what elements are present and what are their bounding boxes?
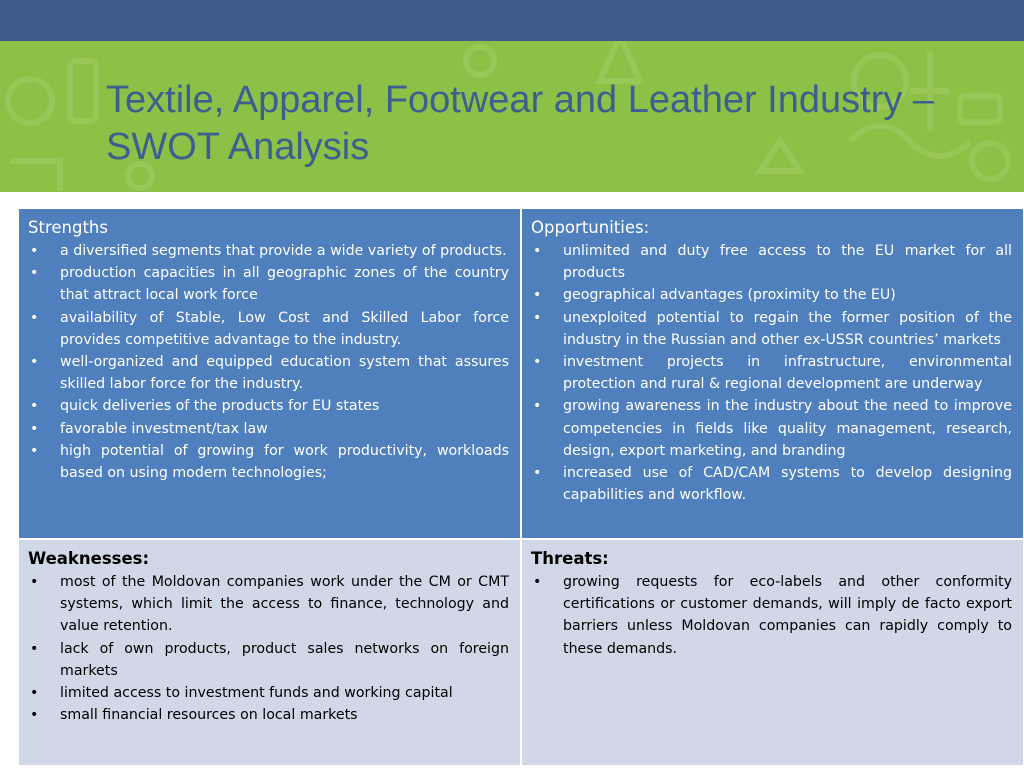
bullet-icon: • xyxy=(30,707,39,724)
list-item-text: production capacities in all geographic zones of the country that attract local work force xyxy=(60,265,509,304)
opportunities-heading: Opportunities: xyxy=(531,218,650,237)
bullet-icon: • xyxy=(533,398,542,415)
bullet-icon: • xyxy=(533,354,542,371)
bullet-icon: • xyxy=(533,465,542,482)
bullet-icon: • xyxy=(30,685,39,702)
bullet-icon: • xyxy=(30,420,39,437)
list-item-text: unlimited and duty free access to the EU market for all products xyxy=(563,243,1012,282)
bullet-icon: • xyxy=(30,442,39,459)
bullet-icon: • xyxy=(533,574,542,590)
strengths-list xyxy=(28,240,509,484)
top-bar xyxy=(0,0,1024,41)
list-item-text: lack of own products, product sales networks on foreign markets xyxy=(60,640,509,679)
bullet-icon: • xyxy=(30,640,39,657)
list-item xyxy=(28,262,509,306)
list-item-text: favorable investment/tax law xyxy=(60,420,268,437)
bullet-icon: • xyxy=(533,287,542,304)
weaknesses-list xyxy=(28,571,509,726)
list-item xyxy=(531,571,1012,660)
list-item xyxy=(28,418,509,440)
bullet-icon: • xyxy=(30,398,39,415)
list-item xyxy=(28,704,509,726)
bullet-icon: • xyxy=(30,354,39,371)
list-item xyxy=(28,351,509,395)
strengths-heading: Strengths xyxy=(28,218,108,237)
list-item xyxy=(28,395,509,417)
list-item xyxy=(531,462,1012,506)
bullet-icon: • xyxy=(533,309,542,326)
list-item-text: small financial resources on local markets xyxy=(60,707,358,724)
list-item xyxy=(28,571,509,638)
opportunities-list xyxy=(531,240,1012,506)
swot-row-bottom xyxy=(18,539,1024,766)
bullet-icon: • xyxy=(30,574,39,590)
list-item-text: well-organized and equipped education system that assures skilled labor force for the industry. xyxy=(60,354,509,393)
bullet-icon: • xyxy=(30,309,39,326)
weaknesses-cell xyxy=(18,539,521,766)
bullet-icon: • xyxy=(30,265,39,282)
list-item xyxy=(531,307,1012,351)
strengths-cell xyxy=(18,208,521,539)
list-item xyxy=(531,395,1012,462)
list-item xyxy=(28,307,509,351)
list-item-text: quick deliveries of the products for EU states xyxy=(60,398,380,415)
list-item-text: growing awareness in the industry about the need to improve competencies in fields like quality management, research, design, export marketing, and branding xyxy=(563,398,1012,459)
list-item-text: a diversified segments that provide a wide variety of products. xyxy=(60,243,507,259)
weaknesses-heading: Weaknesses: xyxy=(28,549,150,568)
list-item-text: investment projects in infrastructure, environmental protection and rural & regional development are underway xyxy=(563,354,1012,393)
list-item xyxy=(28,240,509,262)
list-item xyxy=(28,440,509,484)
list-item xyxy=(531,284,1012,306)
threats-heading: Threats: xyxy=(531,549,609,568)
list-item-text: geographical advantages (proximity to the EU) xyxy=(563,287,896,304)
opportunities-cell xyxy=(521,208,1024,539)
list-item-text: limited access to investment funds and working capital xyxy=(60,685,453,702)
swot-table xyxy=(17,207,1024,767)
list-item-text: increased use of CAD/CAM systems to develop designing capabilities and workflow. xyxy=(563,465,1012,504)
bullet-icon: • xyxy=(533,243,542,259)
slide-title: Textile, Apparel, Footwear and Leather Industry – SWOT Analysis xyxy=(106,79,935,168)
list-item-text: unexploited potential to regain the former position of the industry in the Russian and other ex-USSR countries’ markets xyxy=(563,309,1012,348)
list-item-text: most of the Moldovan companies work under the CM or CMT systems, which limit the access to finance, technology and value retention. xyxy=(60,574,509,635)
list-item xyxy=(28,682,509,704)
bullet-icon: • xyxy=(30,243,39,259)
list-item xyxy=(531,240,1012,284)
threats-cell xyxy=(521,539,1024,766)
list-item-text: high potential of growing for work productivity, workloads based on using modern technologies; xyxy=(60,442,509,482)
list-item xyxy=(531,351,1012,395)
list-item xyxy=(28,638,509,682)
threats-list xyxy=(531,571,1012,660)
swot-row-top xyxy=(18,208,1024,539)
list-item-text: growing requests for eco-labels and other conformity certifications or customer demands, will imply de facto export barriers unless Moldovan companies can rapidly comply to these demands. xyxy=(563,574,1012,657)
list-item-text: availability of Stable, Low Cost and Skilled Labor force provides competitive advantage to the industry. xyxy=(60,309,509,348)
